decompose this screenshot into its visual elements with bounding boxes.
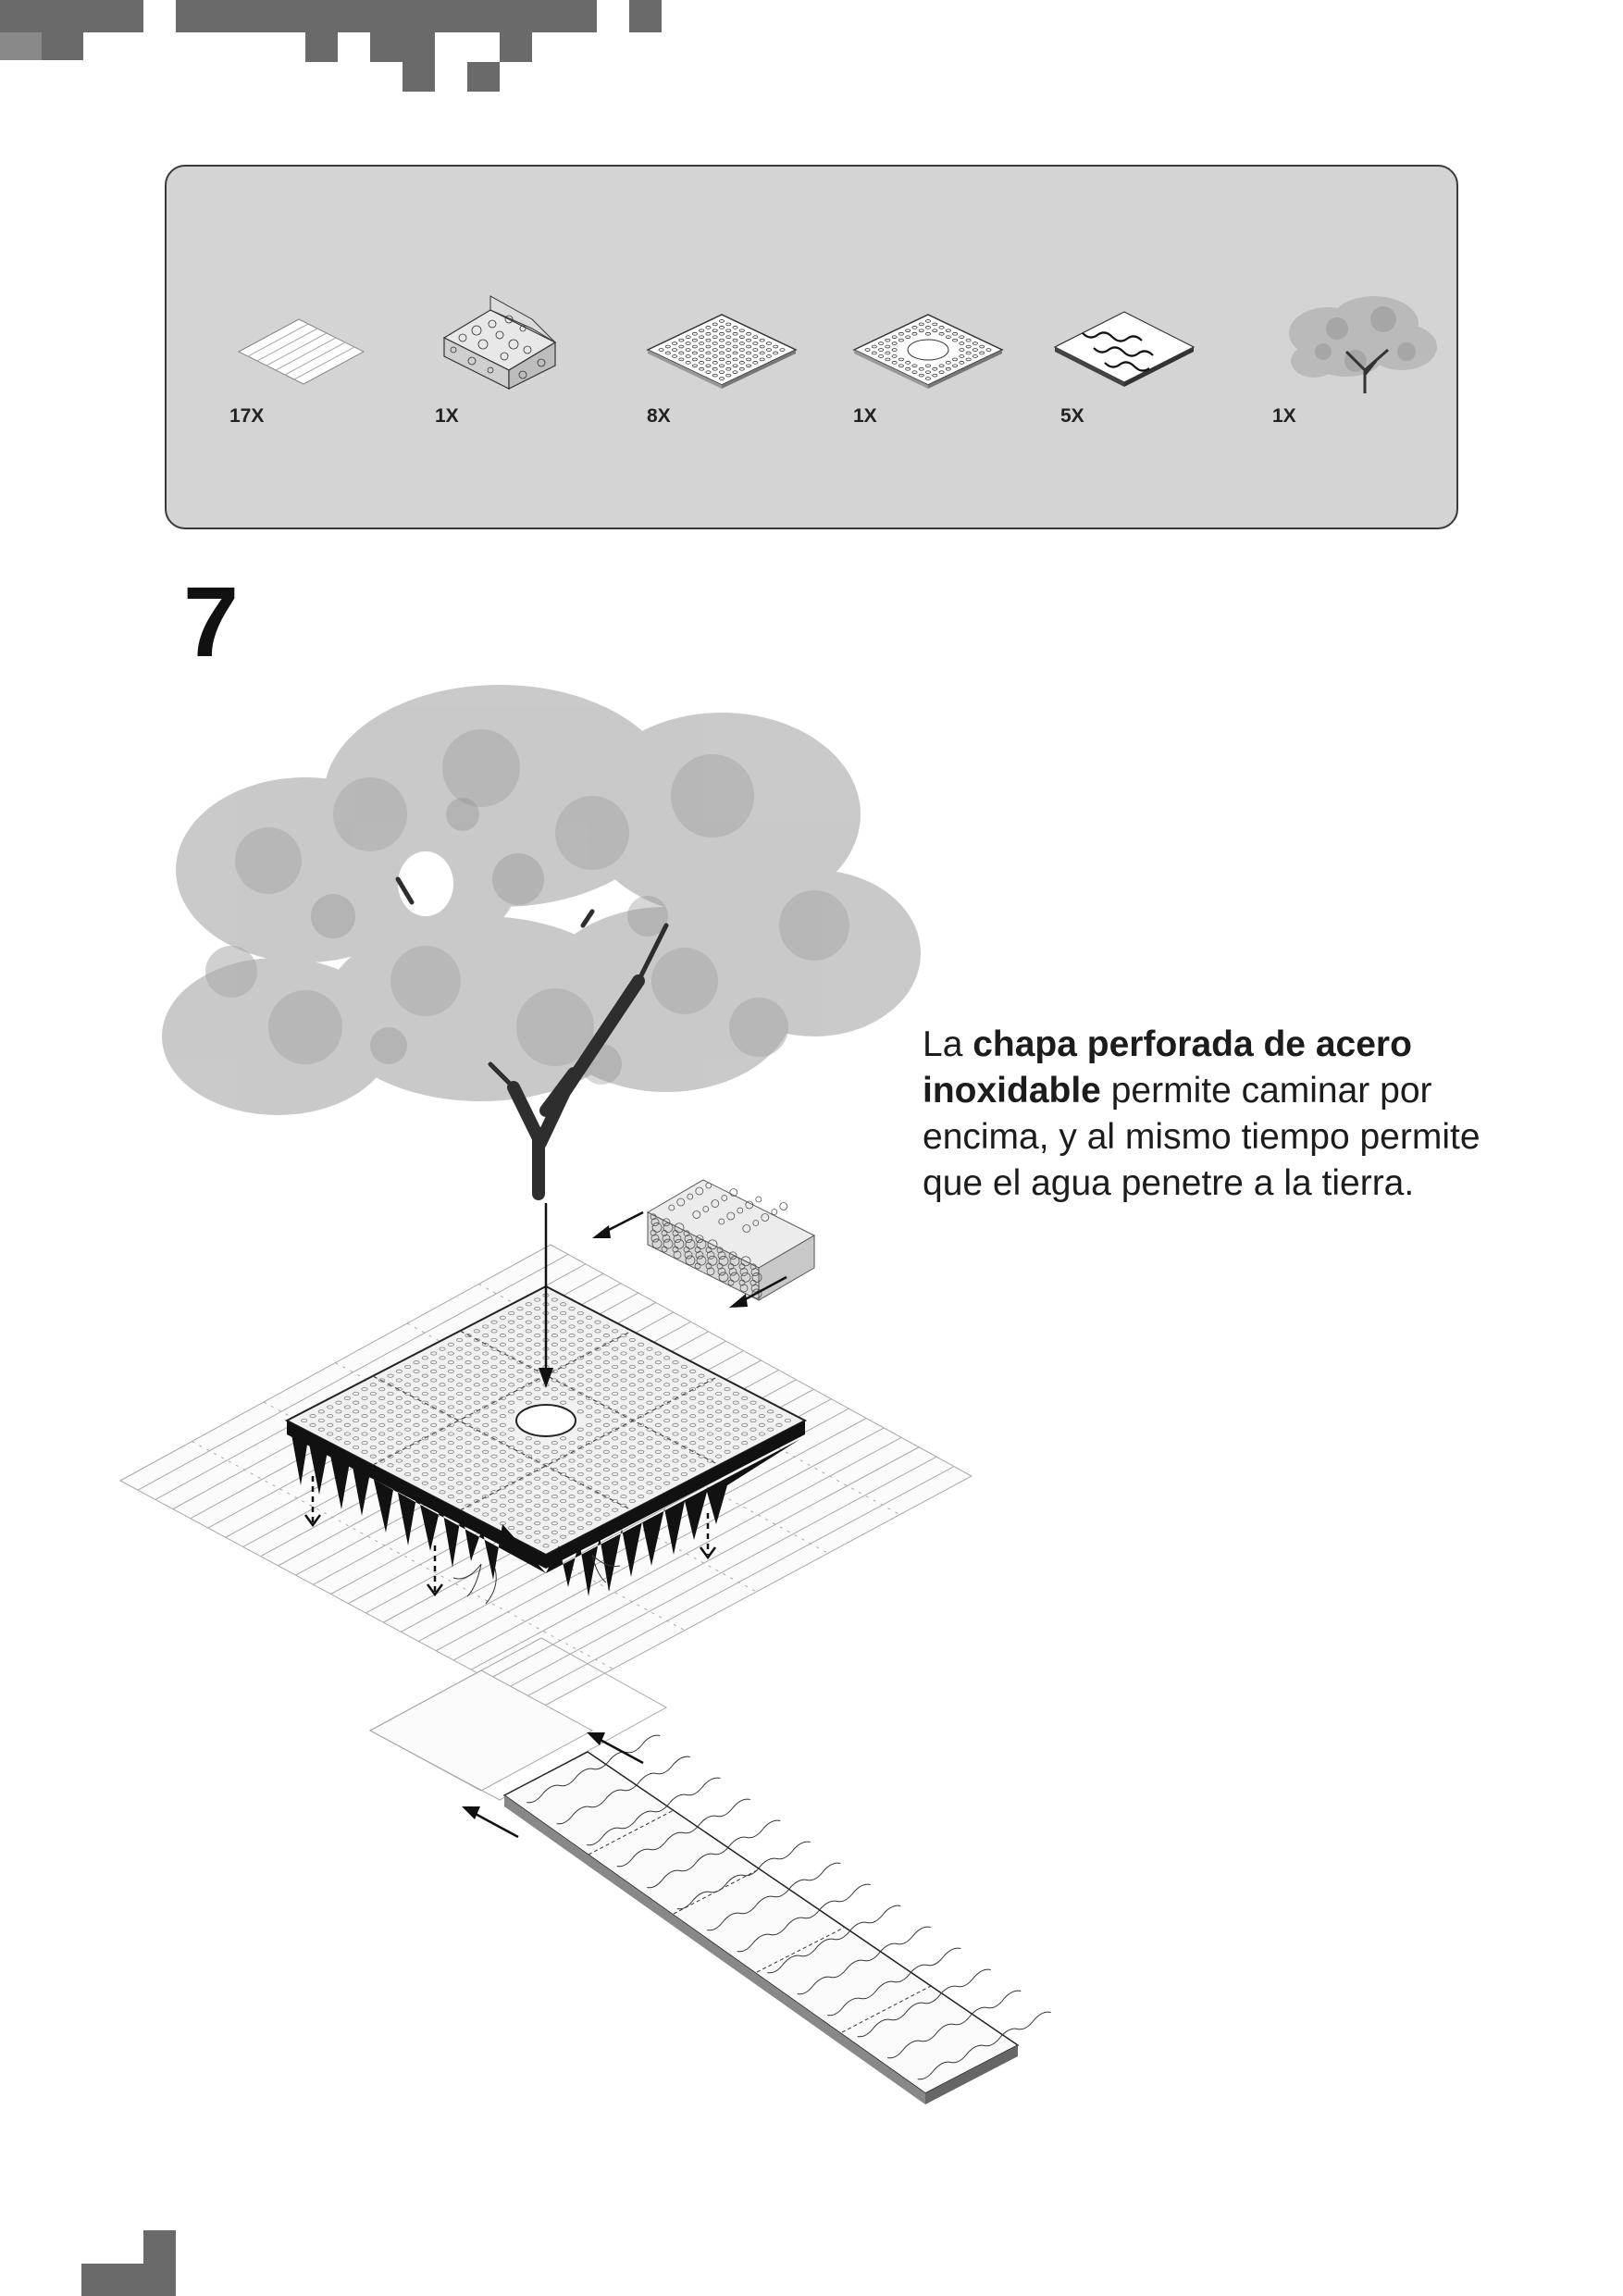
part-qty: 5X (1060, 405, 1084, 427)
wavy-slab-path (504, 1735, 1051, 2104)
tree-illustration (162, 685, 921, 1194)
step-text-part1: La (923, 1024, 973, 1064)
part-qty: 1X (435, 405, 459, 427)
step-text-bold: chapa perforada de acero inoxidable (923, 1024, 1412, 1111)
step-number: 7 (183, 565, 240, 677)
step-text-part2: permite caminar por encima, y al mismo tiempo permite que el agua penetre a la tierra. (923, 1071, 1481, 1203)
part-qty: 1X (853, 405, 877, 427)
part-qty: 1X (1272, 405, 1296, 427)
pebble-bench-block (648, 1180, 814, 1300)
part-qty: 17X (229, 405, 265, 427)
part-qty: 8X (647, 405, 671, 427)
